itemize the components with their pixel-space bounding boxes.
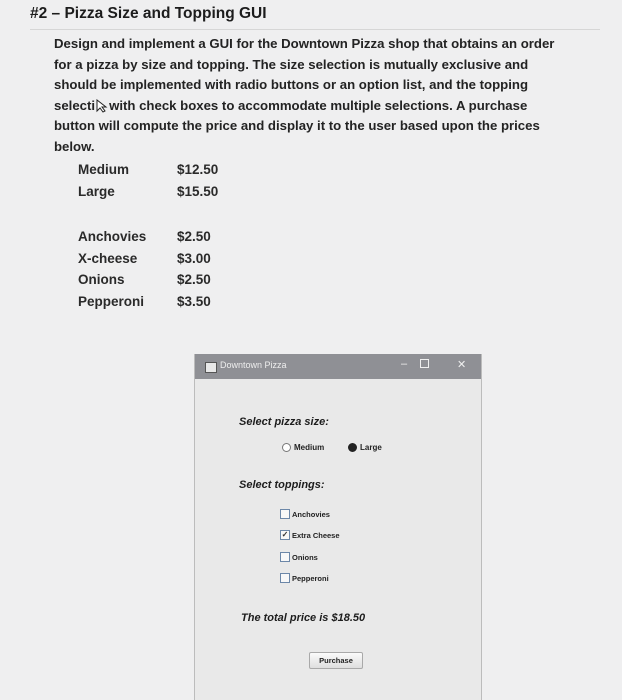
window-titlebar (195, 354, 481, 379)
topping-price-list (78, 226, 258, 312)
checkbox-label: Pepperoni (292, 573, 329, 583)
size-price: $15.50 (177, 184, 219, 199)
minimize-icon[interactable]: – (401, 358, 408, 370)
topping-price: $2.50 (177, 229, 211, 244)
price-row (78, 159, 258, 181)
topping-price: $2.50 (177, 272, 211, 287)
topping-name: Anchovies (78, 229, 147, 244)
page-heading: #2 – Pizza Size and Topping GUI (30, 5, 600, 30)
pizza-app-window (194, 354, 482, 700)
size-label: Select pizza size: (239, 416, 329, 428)
checkbox-extra-cheese[interactable] (280, 530, 340, 540)
checkbox-icon (280, 573, 290, 583)
size-price-list (78, 159, 258, 203)
checkbox-icon (280, 552, 290, 562)
app-icon (205, 362, 217, 373)
description-text-end: with check boxes to accommodate multiple selections. A purchase button will compute the price and display it to the user based upon the prices below. (54, 97, 540, 154)
checkbox-label: Onions (292, 552, 318, 562)
checkbox-anchovies[interactable] (280, 509, 330, 519)
price-row (78, 181, 258, 203)
total-price-text: The total price is $18.50 (241, 612, 366, 624)
checkbox-onions[interactable] (280, 552, 318, 562)
checkbox-pepperoni[interactable] (280, 573, 329, 583)
size-price: $12.50 (177, 162, 219, 177)
radio-selected-icon (348, 443, 357, 452)
purchase-button[interactable]: Purchase (309, 652, 363, 669)
cursor-icon (95, 99, 109, 113)
price-row (78, 226, 258, 248)
topping-name: Onions (78, 272, 125, 287)
size-name: Medium (78, 162, 130, 177)
description-text-start: Design and implement a GUI for the Downtown Pizza shop that obtains an order for a pizza by size and topping. The size selection is mutually exclusive and should be implemented with radio buttons or an option list, and the topping selecti (54, 36, 555, 113)
window-title: Downtown Pizza (220, 360, 287, 370)
checkbox-checked-icon: ✓ (281, 530, 289, 539)
radio-icon (282, 443, 291, 452)
price-row (78, 269, 258, 291)
price-row (78, 291, 258, 313)
topping-name: X-cheese (78, 250, 138, 266)
topping-name: Pepperoni (78, 293, 145, 309)
price-row (78, 248, 258, 270)
radio-large[interactable] (348, 443, 382, 452)
assignment-description (54, 34, 569, 157)
checkbox-icon (280, 509, 290, 519)
topping-price: $3.00 (177, 250, 211, 266)
close-icon[interactable]: ✕ (457, 359, 467, 371)
checkbox-label: Anchovies (292, 509, 330, 519)
size-name: Large (78, 184, 115, 199)
radio-medium[interactable] (282, 443, 324, 452)
topping-price: $3.50 (177, 293, 211, 309)
radio-label: Medium (294, 443, 325, 452)
radio-label: Large (360, 443, 382, 452)
maximize-icon[interactable] (420, 359, 429, 368)
checkbox-label: Extra Cheese (292, 530, 340, 540)
toppings-label: Select toppings: (239, 479, 325, 491)
